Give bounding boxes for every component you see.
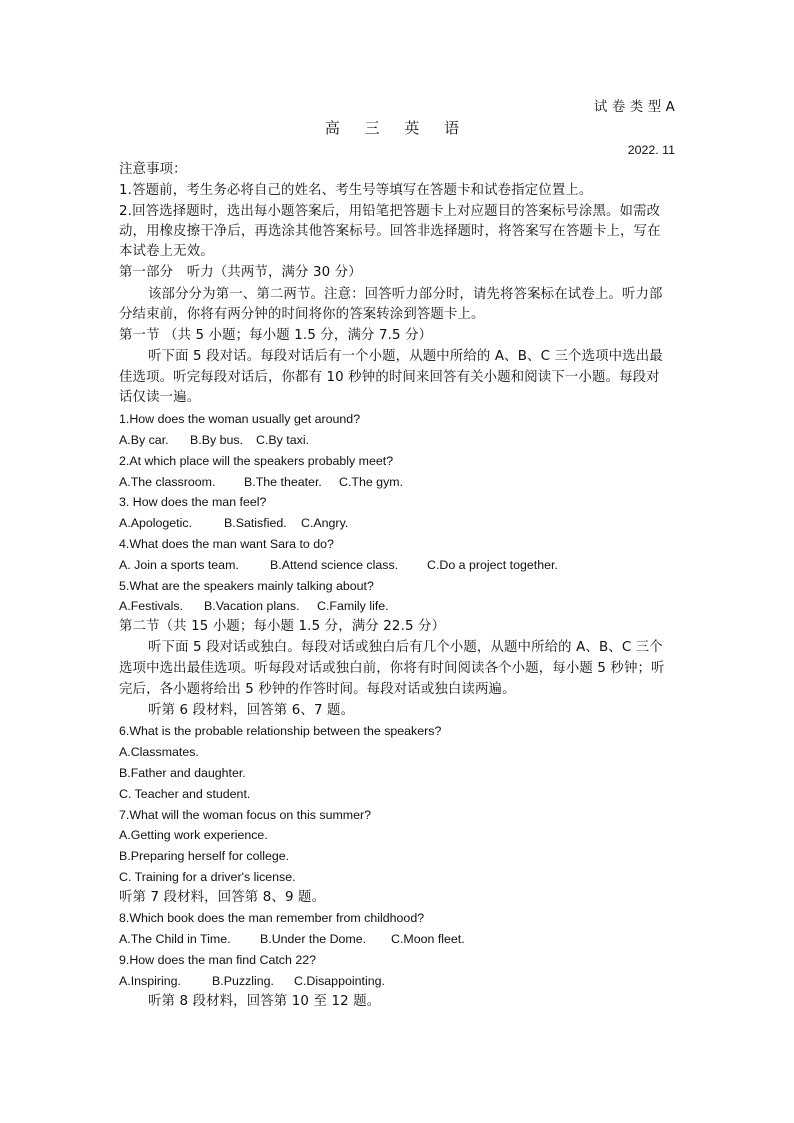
question-9: 9.How does the man find Catch 22? [119, 953, 316, 967]
question-8-options [119, 929, 675, 949]
question-2: 2.At which place will the speakers probably meet? [119, 454, 394, 468]
option-c: C.Do a project together. [427, 558, 558, 572]
option-c: C.The gym. [339, 475, 404, 489]
part1-heading: 第一部分 听力（共两节，满分 30 分） [119, 265, 362, 280]
section1-intro-line-1: 听下面 5 段对话。每段对话后有一个小题，从题中所给的 A、B、C 三个选项中选出最 [148, 349, 663, 364]
notice-item-2-line-2: 动，用橡皮擦干净后，再选涂其他答案标号。回答非选择题时，将答案写在答题卡上，写在 [119, 224, 661, 239]
question-7-option-a: A.Getting work experience. [119, 828, 268, 842]
option-c: C.Angry. [301, 516, 349, 530]
question-1: 1.How does the woman usually get around? [119, 412, 361, 426]
question-6-option-b: B.Father and daughter. [119, 766, 246, 780]
material-7-instruction: 听第 7 段材料，回答第 8、9 题。 [119, 890, 326, 905]
section1-heading: 第一节 （共 5 小题；每小题 1.5 分，满分 7.5 分） [119, 328, 433, 343]
question-1-options [119, 430, 675, 450]
option-b: B.Vacation plans. [204, 599, 300, 613]
option-c: C.By taxi. [256, 433, 310, 447]
question-4: 4.What does the man want Sara to do? [119, 537, 334, 551]
material-6-instruction: 听第 6 段材料，回答第 6、7 题。 [148, 703, 355, 718]
section2-intro-line-3: 完后，各小题将给出 5 秒钟的作答时间。每段对话或独白读两遍。 [119, 682, 516, 697]
option-b: B.Under the Dome. [260, 932, 367, 946]
section1-intro-line-3: 话仅读一遍。 [119, 390, 201, 405]
paper-type-label: 试 卷 类 型 A [593, 100, 675, 115]
option-a: A. Join a sports team. [119, 558, 239, 572]
option-c: C.Family life. [317, 599, 389, 613]
section2-heading: 第二节（共 15 小题；每小题 1.5 分，满分 22.5 分） [119, 619, 446, 634]
question-6-option-a: A.Classmates. [119, 745, 199, 759]
question-7-option-c: C. Training for a driver's license. [119, 870, 296, 884]
option-a: A.Inspiring. [119, 974, 181, 988]
part1-intro-line-2: 分结束前，你将有两分钟的时间将你的答案转涂到答题卡上。 [119, 307, 485, 322]
option-b: B.Puzzling. [212, 974, 274, 988]
option-a: A.By car. [119, 433, 169, 447]
question-6-option-c: C. Teacher and student. [119, 787, 251, 801]
notice-item-1: 1.答题前，考生务必将自己的姓名、考生号等填写在答题卡和试卷指定位置上。 [119, 183, 593, 198]
option-b: B.The theater. [244, 475, 322, 489]
question-3: 3. How does the man feel? [119, 495, 267, 509]
exam-title: 高 三 英 语 [324, 119, 470, 137]
section2-intro-line-2: 选项中选出最佳选项。听每段对话或独白前，你将有时间阅读各个小题，每小题 5 秒钟；听 [119, 661, 665, 676]
question-2-options [119, 472, 675, 492]
question-7-option-b: B.Preparing herself for college. [119, 849, 290, 863]
section1-intro-line-2: 佳选项。听完每段对话后，你都有 10 秒钟的时间来回答有关小题和阅读下一小题。每段对 [119, 370, 660, 385]
question-9-options [119, 971, 675, 991]
question-7: 7.What will the woman focus on this summer? [119, 808, 372, 822]
material-8-instruction: 听第 8 段材料，回答第 10 至 12 题。 [148, 994, 381, 1009]
question-3-options [119, 513, 675, 533]
option-a: A.Festivals. [119, 599, 184, 613]
notice-item-2-line-1: 2.回答选择题时，选出每小题答案后，用铅笔把答题卡上对应题目的答案标号涂黑。如需改 [119, 204, 661, 219]
question-5: 5.What are the speakers mainly talking about? [119, 579, 374, 593]
option-c: C.Disappointing. [294, 974, 385, 988]
question-4-options [119, 555, 675, 575]
option-a: A.The Child in Time. [119, 932, 231, 946]
question-6: 6.What is the probable relationship between the speakers? [119, 724, 442, 738]
question-8: 8.Which book does the man remember from childhood? [119, 911, 425, 925]
section2-intro-line-1: 听下面 5 段对话或独白。每段对话或独白后有几个小题，从题中所给的 A、B、C 三个 [148, 640, 663, 655]
option-b: B.Attend science class. [270, 558, 399, 572]
notice-heading: 注意事项： [119, 162, 187, 177]
option-c: C.Moon fleet. [391, 932, 465, 946]
exam-date: 2022. 11 [627, 143, 675, 157]
option-b: B.Satisfied. [224, 516, 287, 530]
part1-intro-line-1: 该部分分为第一、第二两节。注意：回答听力部分时，请先将答案标在试卷上。听力部 [148, 287, 663, 302]
option-a: A.Apologetic. [119, 516, 193, 530]
question-5-options [119, 596, 675, 616]
option-a: A.The classroom. [119, 475, 216, 489]
option-b: B.By bus. [190, 433, 244, 447]
notice-item-2-line-3: 本试卷上无效。 [119, 244, 214, 259]
